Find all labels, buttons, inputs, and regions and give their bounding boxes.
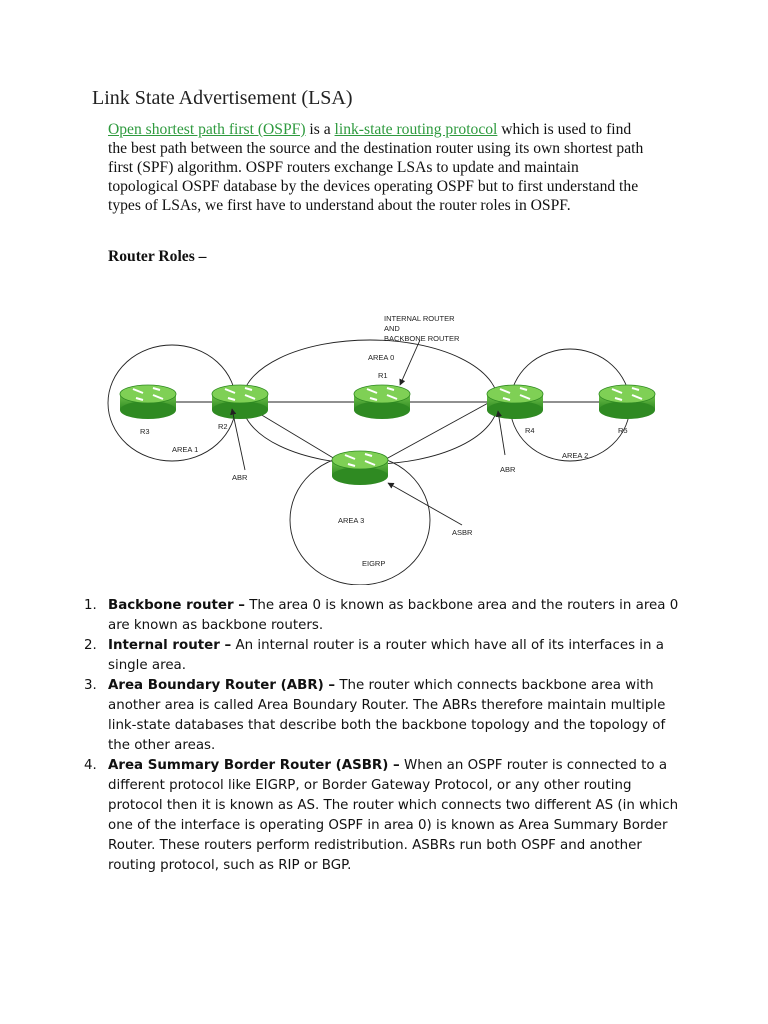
router-r5 [599,385,655,419]
label-r3: R3 [140,427,150,436]
intro-text-1: is a [305,121,335,138]
label-backbone-router: BACKBONE ROUTER [384,334,460,343]
label-abr-left: ABR [232,473,248,482]
list-item [80,636,690,676]
intro-paragraph [108,120,648,215]
list-item [80,756,690,876]
list-term: Area Summary Border Router (ASBR) – [108,758,400,773]
link-state-routing-protocol-link[interactable]: link-state routing protocol [334,121,498,138]
list-text: When an OSPF router is connected to a different protocol like EIGRP, or Border Gateway Protocol, or any other routing protocol then it is known as AS. The router which connects two different AS (in which one of the interface is operating OSPF in area 0) is known as Area Summary Border Router. These routers perform redistribution. ASBRs run both OSPF and another routing protocol, such as RIP or BGP. [108,758,679,873]
list-term: Backbone router – [108,598,245,613]
router-r4 [487,385,543,419]
intro-text-2: which is used to find the best path between the source and the destination router using its own shortest path first (SPF) algorithm. OSPF routers exchange LSAs to update and maintain topological OSPF database by the devices operating OSPF but to first understand the types of LSAs, we first have to understand about the router roles in OSPF. [108,121,644,214]
router-r1 [354,385,410,419]
list-text: An internal router is a router which have all of its interfaces in a single area. [108,638,664,673]
list-text: The router which connects backbone area with another area is called Area Boundary Router. The ABRs therefore maintain multiple link-state databases that describe both the backbone topology and the topology of the other areas. [108,678,666,753]
label-eigrp: EIGRP [362,559,386,568]
ospf-areas-diagram [100,305,670,585]
list-number: 4. [84,758,97,773]
router-roles-heading: Router Roles – [108,248,207,265]
list-term: Internal router – [108,638,232,653]
label-asbr: ASBR [452,528,473,537]
list-number: 2. [84,638,97,653]
list-number: 1. [84,598,97,613]
list-item [80,676,690,756]
label-r4: R4 [525,426,535,435]
router-roles-list [80,596,690,876]
ospf-link[interactable]: Open shortest path first (OSPF) [108,121,306,138]
label-r1: R1 [378,371,388,380]
label-abr-right: ABR [500,465,516,474]
label-area1: AREA 1 [172,445,199,454]
label-area0: AREA 0 [368,353,395,362]
list-number: 3. [84,678,97,693]
page-title: Link State Advertisement (LSA) [92,87,353,109]
label-and: AND [384,324,400,333]
label-area2: AREA 2 [562,451,589,460]
list-item [80,596,690,636]
list-term: Area Boundary Router (ABR) – [108,678,336,693]
list-text: The area 0 is known as backbone area and the routers in area 0 are known as backbone routers. [108,598,679,633]
router-r2 [212,385,268,419]
label-internal-router: INTERNAL ROUTER [384,314,455,323]
label-r5: R5 [618,426,628,435]
label-area3: AREA 3 [338,516,365,525]
router-r3 [120,385,176,419]
router-asbr [332,451,388,485]
label-r2: R2 [218,422,228,431]
